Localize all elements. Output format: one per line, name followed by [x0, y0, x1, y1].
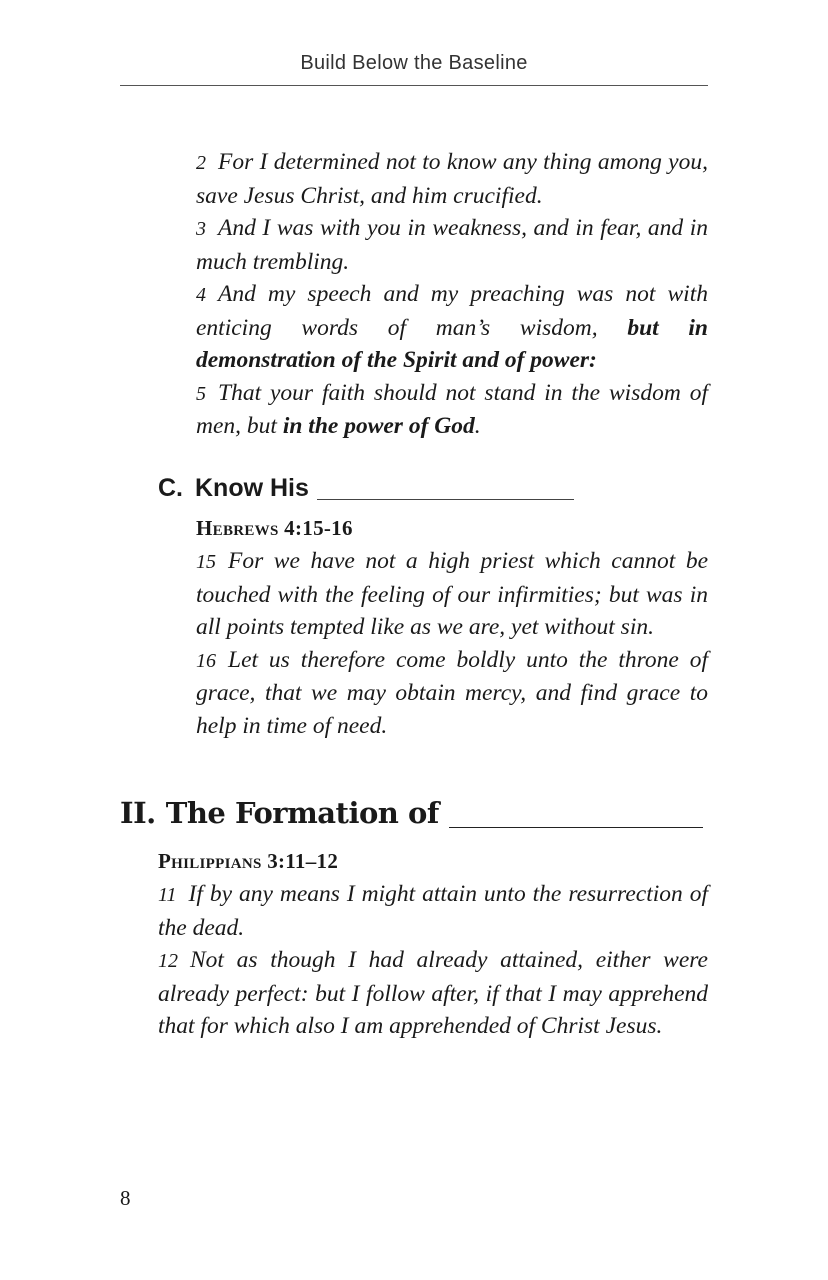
section-ii-verses: [158, 878, 708, 1043]
section-ii-passage: [158, 847, 708, 1043]
section-ii-reference: Philippians 3:11–12: [158, 849, 339, 873]
verse-emphasis: but in demonstration of the Spirit and of power:: [196, 314, 708, 373]
verse-number: 15: [196, 551, 216, 573]
verse-text: For I determined not to know any thing among you, save Jesus Christ, and him crucified.: [196, 149, 708, 209]
verse-number: 16: [196, 649, 216, 672]
verse-text: And I was with you in weakness, and in fear, and in much trembling.: [196, 215, 708, 275]
verse: [158, 878, 708, 944]
verse: [158, 944, 708, 1043]
verse-text: Let us therefore come boldly unto the throne of grace, that we may obtain mercy, and find grace to help in time of need.: [196, 646, 708, 739]
section-c-verses: [196, 545, 708, 742]
section-ii-blank: [449, 826, 703, 828]
page-number: 8: [120, 1186, 131, 1210]
section-c-heading: [158, 474, 574, 503]
verse-number: 4: [196, 284, 206, 306]
verse: [196, 545, 708, 644]
section-ii-numeral: II.: [120, 796, 156, 830]
section-c-passage: [196, 514, 708, 742]
section-c-letter: C.: [158, 474, 183, 502]
section-c-label: Know His: [195, 474, 309, 502]
verse-number: 2: [196, 152, 206, 174]
verse-number: 5: [196, 382, 206, 405]
verse-number: 3: [196, 218, 206, 240]
top-passage: [196, 146, 708, 443]
verse-text: For we have not a high priest which cannot be touched with the feeling of our infirmities; but was in all points tempted like as we are, yet without sin.: [196, 548, 708, 640]
section-c-reference: Hebrews 4:15-16: [196, 516, 353, 540]
header-rule: [120, 85, 708, 86]
verse-text: And my speech and my preaching was not with enticing words of man’s wisdom,: [196, 281, 708, 341]
verse: [196, 278, 708, 377]
verse-text: Not as though I had already attained, either were already perfect: but I follow after, if that I may apprehend that for which also I am apprehended of Christ Jesus.: [158, 947, 708, 1039]
verse: [196, 644, 708, 743]
section-ii-heading: [120, 796, 703, 830]
section-c-blank: [317, 498, 574, 500]
verse: [196, 212, 708, 278]
verse: [196, 146, 708, 212]
verse-text: If by any means I might attain unto the resurrection of the dead.: [158, 881, 708, 941]
verse-number: 11: [158, 884, 177, 906]
running-head: Build Below the Baseline: [300, 52, 528, 74]
verse-text: .: [474, 413, 481, 439]
verse-emphasis: in the power of God: [282, 413, 475, 439]
verse-text: That your faith should not stand in the wisdom of men, but: [196, 379, 708, 439]
verse: [196, 377, 708, 443]
section-ii-label: The Formation of: [165, 796, 439, 830]
verse-number: 12: [158, 950, 178, 972]
